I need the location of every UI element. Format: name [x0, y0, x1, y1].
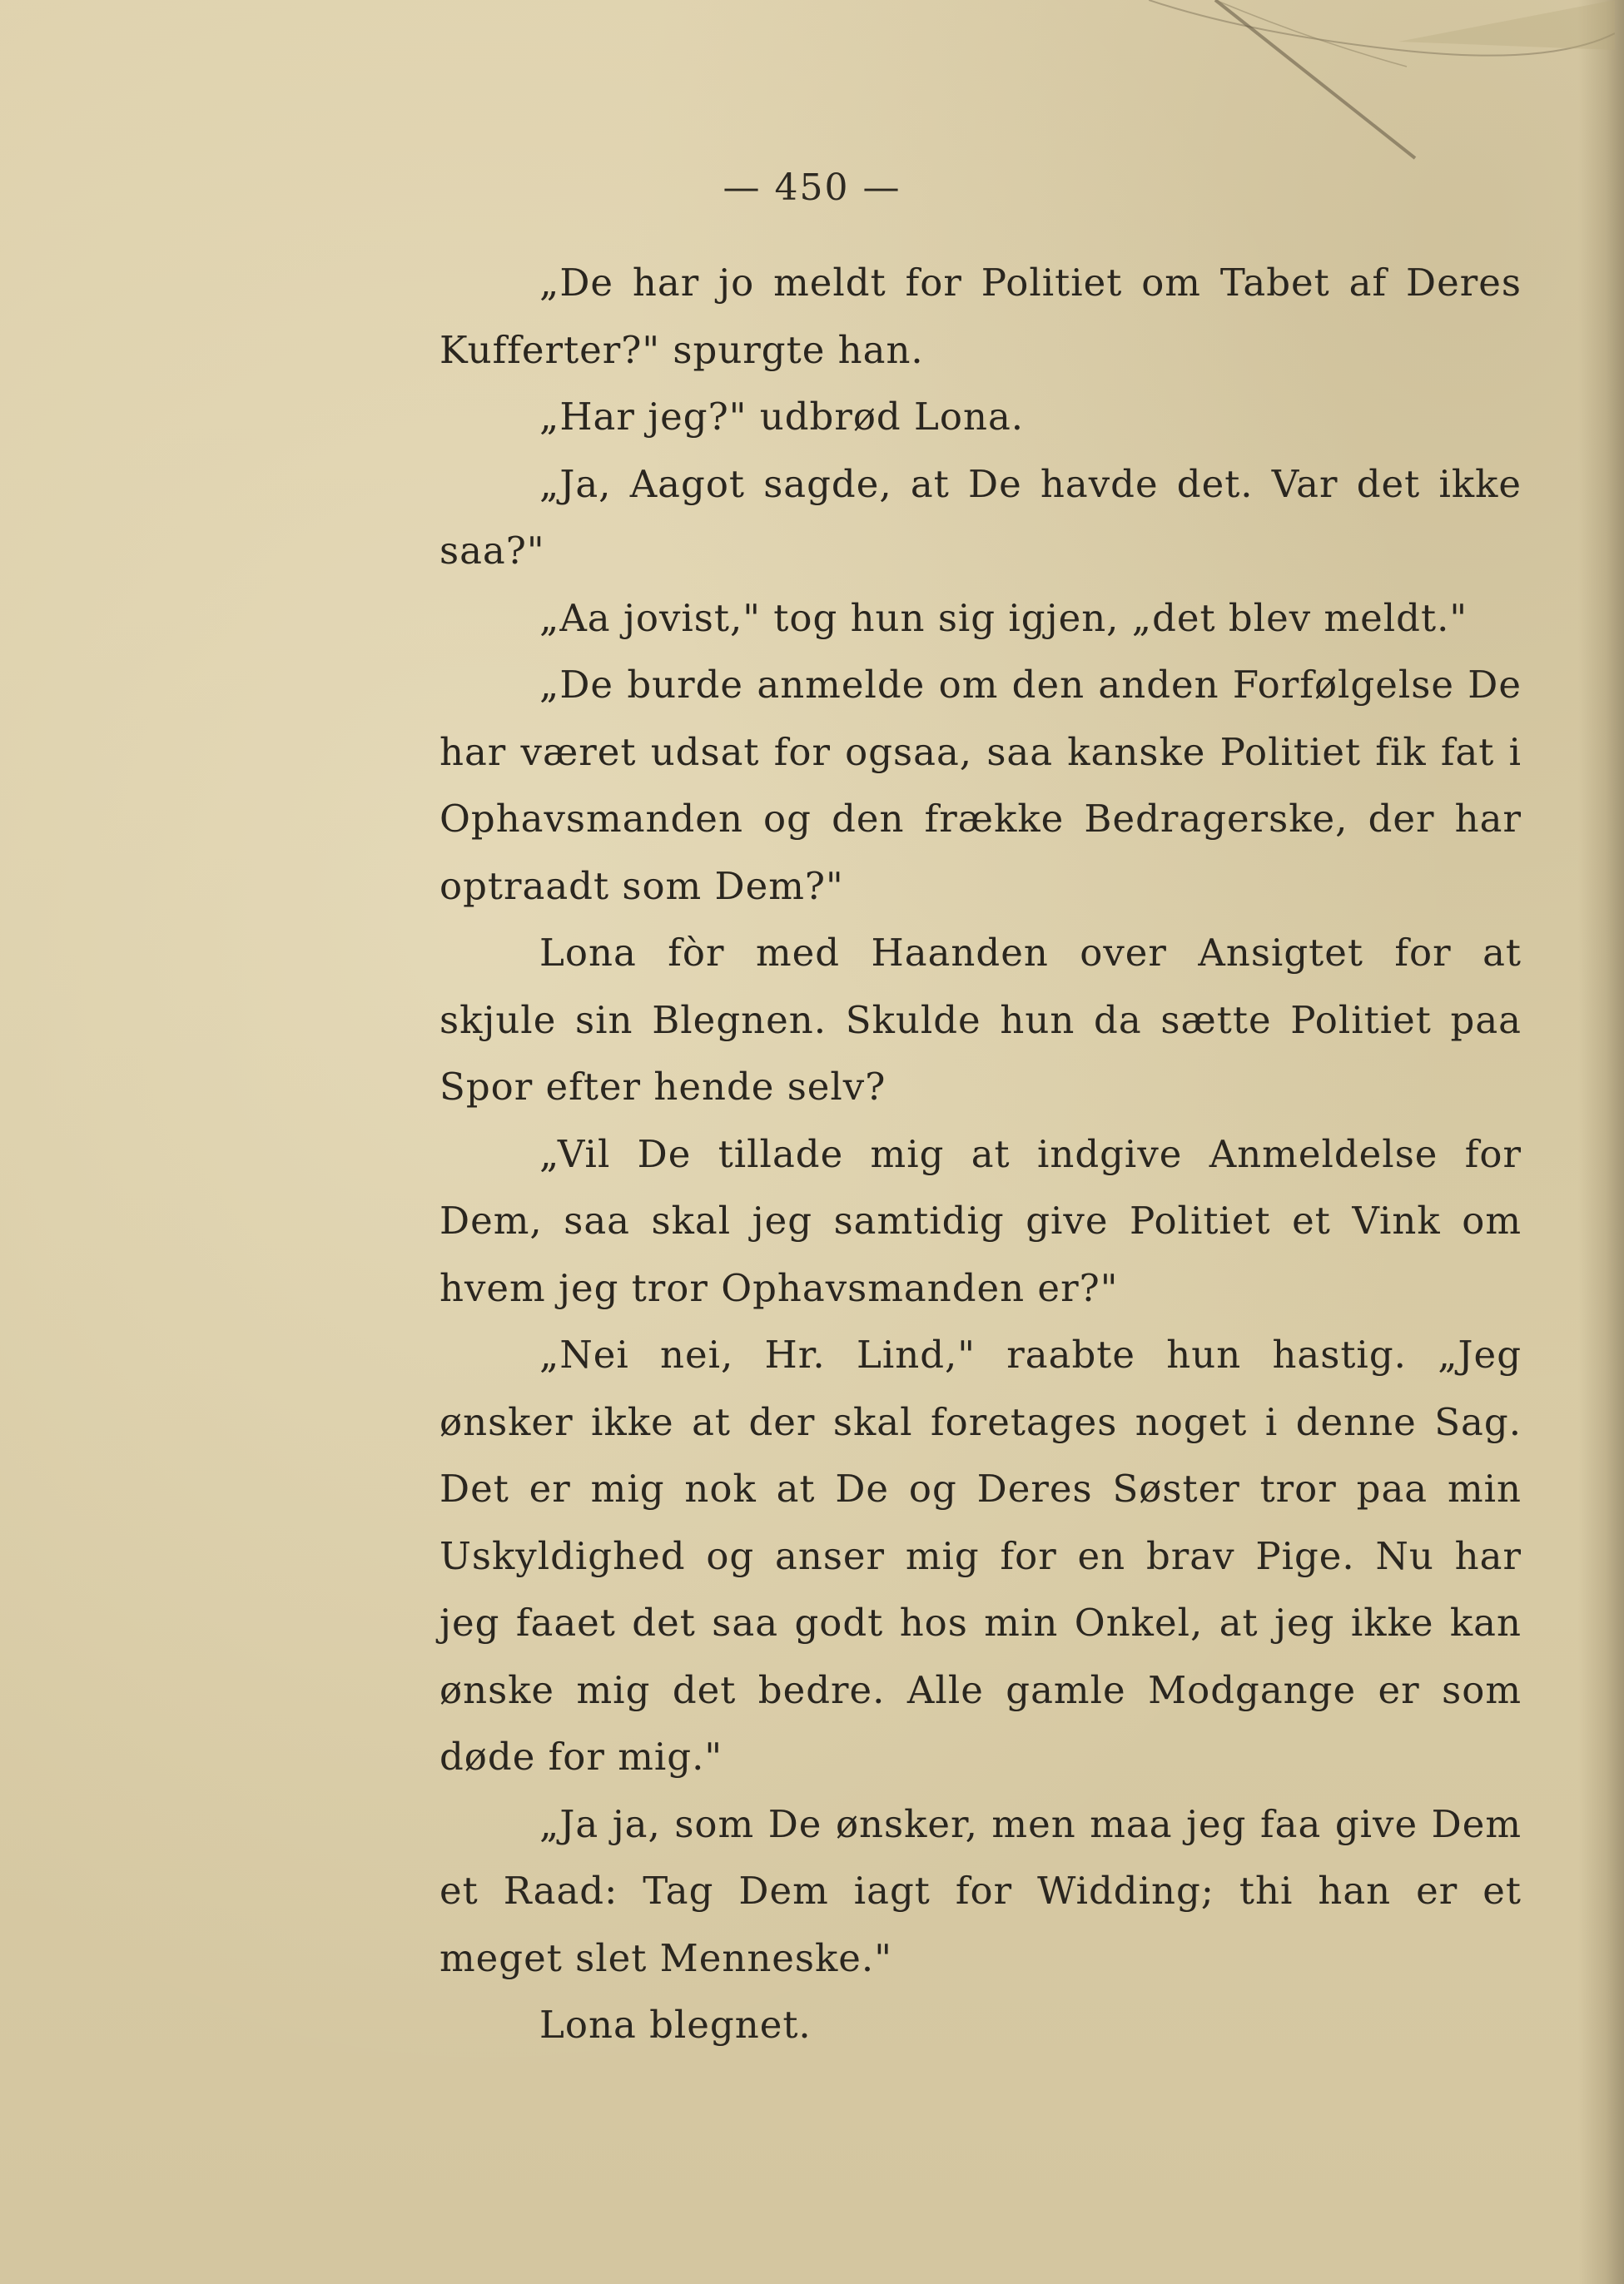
paragraph: „De har jo meldt for Politiet om Tabet af Deres Kufferter?" spurgte han.: [440, 261, 1522, 372]
paragraph: „Ja, Aagot sagde, at De havde det. Var det ikke saa?": [440, 461, 1522, 573]
page-crease-decoration: [1149, 0, 1615, 166]
paragraph: „Vil De tillade mig at indgive Anmeldelse for Dem, saa skal jeg samtidig give Politiet et Vink om hvem jeg tror Ophavsmanden er?": [440, 1131, 1522, 1310]
page-edge-shadow: [1578, 0, 1624, 2284]
body-text: [440, 250, 1522, 2059]
paragraph: „Nei nei, Hr. Lind," raabte hun hastig. „Jeg ønsker ikke at der skal foretages noget i denne Sag. Det er mig nok at De og Deres Søster tror paa min Uskyldighed og anser mig for en brav Pige. Nu har jeg faaet det saa godt hos min Onkel, at jeg ikke kan ønske mig det bedre. Alle gamle Modgange er som døde for mig.": [440, 1333, 1522, 1779]
paragraph: Lona blegnet.: [539, 2003, 812, 2047]
paragraph: „De burde anmelde om den anden Forfølgelse De har været udsat for ogsaa, saa kanske Politiet fik fat i Ophavsmanden og den frække Bedragerske, der har optraadt som Dem?": [440, 663, 1522, 908]
paragraph: „Har jeg?" udbrød Lona.: [539, 395, 1025, 439]
paragraph: „Aa jovist," tog hun sig igjen, „det blev meldt.": [539, 595, 1468, 640]
paragraph: Lona fòr med Haanden over Ansigtet for at skjule sin Blegnen. Skulde hun da sætte Politiet paa Spor efter hende selv?: [440, 931, 1522, 1109]
paragraph: „Ja ja, som De ønsker, men maa jeg faa give Dem et Raad: Tag Dem iagt for Widding; thi han er et meget slet Menneske.": [440, 1801, 1522, 1980]
page-number: — 450 —: [723, 166, 901, 209]
